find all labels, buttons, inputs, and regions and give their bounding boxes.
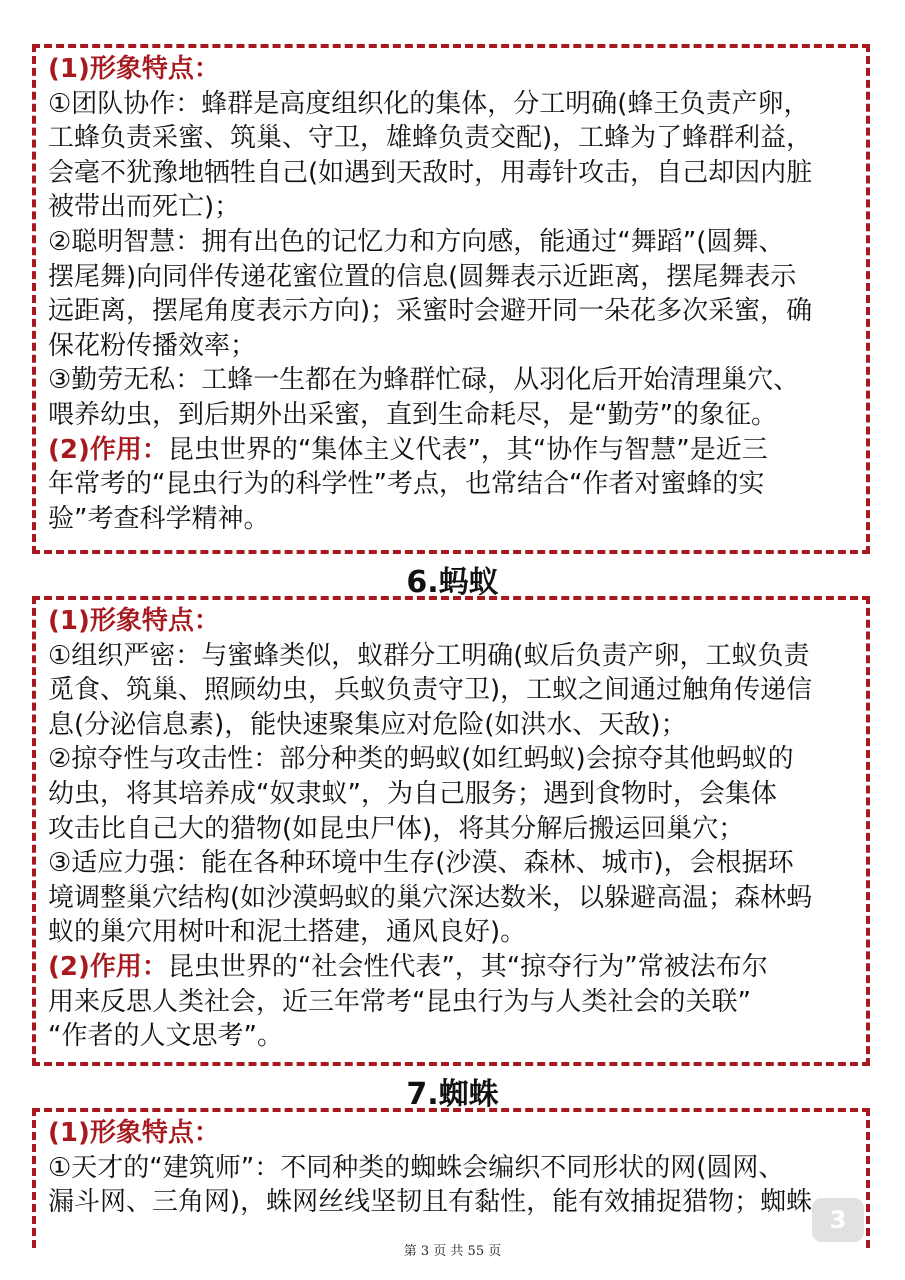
text-line: 攻击比自己大的猎物(如昆虫尸体)，将其分解后搬运回巢穴；	[48, 813, 745, 844]
text-line: 蚁的巢穴用树叶和泥土搭建，通风良好)。	[48, 917, 527, 948]
spider-section-box	[32, 1108, 870, 1248]
text-line: ③适应力强：能在各种环境中生存(沙漠、森林、城市)，会根据环	[48, 848, 794, 879]
text-line: 保花粉传播效率；	[48, 330, 257, 361]
text-line: ③勤劳无私：工蜂一生都在为蜂群忙碌，从羽化后开始清理巢穴、	[48, 365, 800, 396]
text-line: ①团队协作：蜂群是高度组织化的集体，分工明确(蜂王负责产卵，	[48, 88, 810, 119]
ant-role-label: (2)作用：	[48, 951, 168, 982]
bee-role-text: 昆虫世界的“集体主义代表”，其“协作与智慧”是近三	[167, 434, 768, 465]
bee-traits-heading: (1)形象特点：	[48, 54, 220, 84]
text-line: ②聪明智慧：拥有出色的记忆力和方向感，能通过“舞蹈”(圆舞、	[48, 226, 785, 257]
bee-role-line	[48, 433, 856, 468]
spider-traits-heading: (1)形象特点：	[48, 1118, 220, 1148]
text-line: ①天才的“建筑师”：不同种类的蜘蛛会编织不同形状的网(圆网、	[48, 1152, 785, 1183]
text-line: “作者的人文思考”。	[48, 1021, 283, 1052]
section-title-ant: 6.蚂蚁	[406, 565, 499, 600]
text-line: 验”考查科学精神。	[48, 503, 270, 534]
page-badge: 3	[812, 1198, 864, 1242]
text-line: ②掠夺性与攻击性：部分种类的蚂蚁(如红蚂蚁)会掠夺其他蚂蚁的	[48, 744, 794, 775]
text-line: 会毫不犹豫地牺牲自己(如遇到天敌时，用毒针攻击，自己却因内脏	[48, 157, 813, 188]
ant-role-line	[48, 950, 856, 985]
text-line: 喂养幼虫，到后期外出采蜜，直到生命耗尽，是“勤劳”的象征。	[48, 399, 777, 430]
section-title-spider: 7.蜘蛛	[406, 1077, 499, 1112]
page-footer: 第 3 页 共 55 页	[403, 1244, 502, 1259]
text-line: 摆尾舞)向同伴传递花蜜位置的信息(圆舞表示近距离，摆尾舞表示	[48, 261, 797, 292]
bee-role-label: (2)作用：	[48, 434, 168, 465]
ant-traits-heading: (1)形象特点：	[48, 606, 220, 636]
text-line: ①组织严密：与蜜蜂类似，蚁群分工明确(蚁后负责产卵，工蚁负责	[48, 640, 810, 671]
ant-section-box	[32, 596, 870, 1066]
text-line: 年常考的“昆虫行为的科学性”考点，也常结合“作者对蜜蜂的实	[48, 469, 765, 500]
text-line: 境调整巢穴结构(如沙漠蚂蚁的巢穴深达数米，以躲避高温；森林蚂	[48, 882, 813, 913]
text-line: 用来反思人类社会，近三年常考“昆虫行为与人类社会的关联”	[48, 986, 751, 1017]
text-line: 工蜂负责采蜜、筑巢、守卫，雄蜂负责交配)，工蜂为了蜂群利益，	[48, 123, 813, 154]
text-line: 被带出而死亡)；	[48, 192, 241, 223]
text-line: 远距离，摆尾角度表示方向)；采蜜时会避开同一朵花多次采蜜，确	[48, 296, 813, 327]
text-line: 幼虫，将其培养成“奴隶蚁”，为自己服务；遇到食物时，会集体	[48, 778, 777, 809]
text-line: 觅食、筑巢、照顾幼虫，兵蚁负责守卫)，工蚁之间通过触角传递信	[48, 675, 813, 706]
text-line: 漏斗网、三角网)，蛛网丝线坚韧且有黏性，能有效捕捉猎物；蜘蛛	[48, 1187, 813, 1218]
bee-section-box	[32, 44, 870, 554]
ant-role-text: 昆虫世界的“社会性代表”，其“掠夺行为”常被法布尔	[167, 951, 768, 982]
text-line: 息(分泌信息素)，能快速聚集应对危险(如洪水、天敌)；	[48, 709, 687, 740]
